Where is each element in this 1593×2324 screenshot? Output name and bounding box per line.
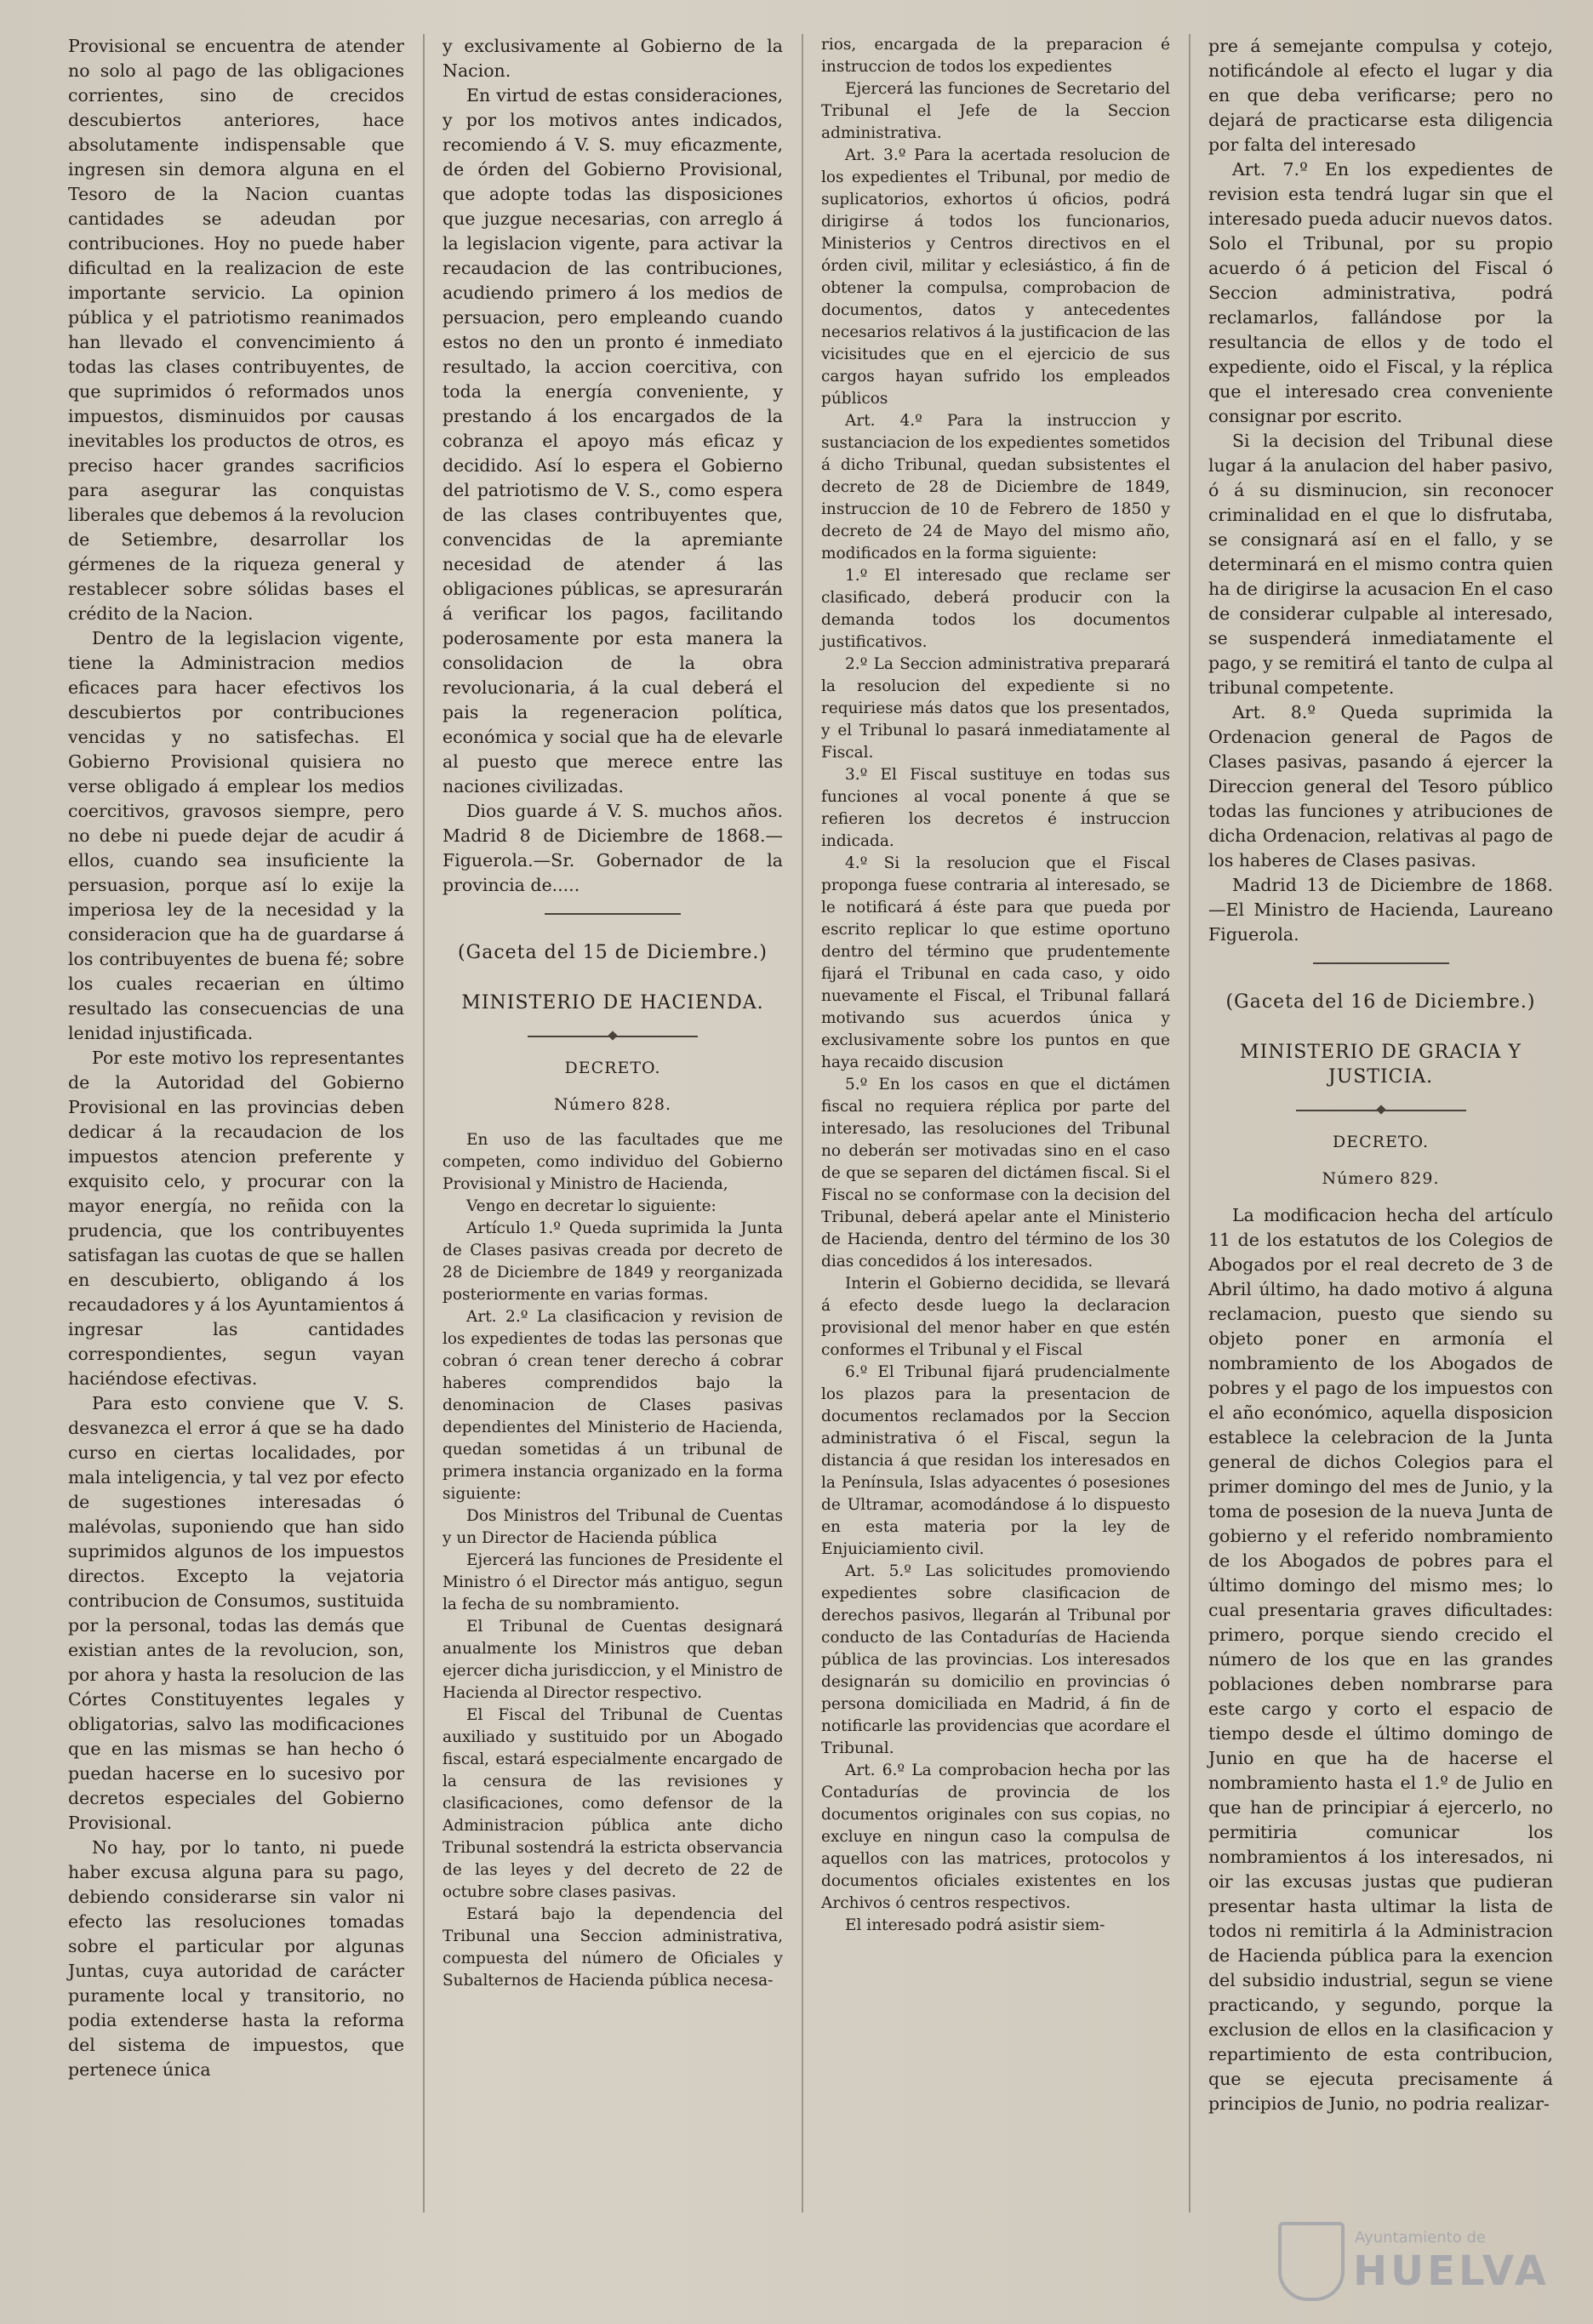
paragraph: Para esto conviene que V. S. desvanezca el error á que se ha dado curso en ciertas localidades, por mala inteligencia, y tal vez por efecto de sugestiones interesadas ó malévolas, suponiendo que han sido suprimidos algunos de los impuestos directos. Excepto la vejatoria contribucion de Consumos, sustituida por la personal, todas las demás que existian antes de la revolucion, son, por ahora y hasta la resolucion de las Córtes Constituyentes legales y obligatorias, salvo las modificaciones que en las mismas se han hecho ó puedan hacerse en lo sucesivo por decretos especiales del Gobierno Provisional. [68, 1393, 404, 1833]
decree-clause: 3.º El Fiscal sustituye en todas sus funciones al vocal ponente á que se refieren los decretos é instruccion indicada. [821, 766, 1170, 850]
column-3 [821, 34, 1170, 1937]
column-2 [442, 34, 783, 1992]
column-divider [1189, 34, 1190, 2213]
decree-clause: 1.º El interesado que reclame ser clasificado, deberá producir con la demanda todos los documentos justificativos. [821, 567, 1170, 651]
decree-clause: 6.º El Tribunal fijará prudencialmente los plazos para la presentacion de documentos reclamados por la Seccion administrativa ó el Fiscal, segun la distancia á que residan los interesados en la Península, Islas adyacentes ó posesiones de Ultramar, acomodándose á lo dispuesto en esta materia por la ley de Enjuiciamiento civil. [821, 1363, 1170, 1558]
decree-number: Número 829. [1322, 1169, 1440, 1188]
decree-article: Art. 7.º En los expedientes de revision esta tendrá lugar sin que el interesado pueda aducir nuevos datos. Solo el Tribunal, por su propio acuerdo ó á peticion del Fiscal ó Seccion administrativa, podrá reclamarlos, fallándose por la resultancia de ellos y de todo el expediente, oido el Fiscal, y la réplica que el interesado crea conveniente consignar por escrito. [1208, 159, 1553, 426]
column-4 [1208, 34, 1553, 2116]
paragraph: rios, encargada de la preparacion é instruccion de todos los expedientes [821, 36, 1170, 76]
decree-article: Art. 3.º Para la acertada resolucion de los expedientes el Tribunal, por medio de suplicatorios, exhortos ú oficios, podrá dirigirse á todos los funcionarios, Ministerios y Centros directivos en el órden civil, militar y eclesiástico, á fin de obtener la compulsa, comprobacion de documentos, datos y antecedentes necesarios relativos á la justificacion de las vicisitudes que en el ejercicio de sus cargos hayan sufrido los empleados públicos [821, 146, 1170, 408]
watermark-line1: Ayuntamiento de [1355, 2229, 1486, 2247]
decree-paragraph: En uso de las facultades que me competen, como individuo del Gobierno Provisional y Ministro de Hacienda, [442, 1131, 783, 1193]
signature-line: Madrid 13 de Diciembre de 1868. —El Ministro de Hacienda, Laureano Figuerola. [1208, 875, 1553, 945]
paragraph: Dios guarde á V. S. muchos años. Madrid 8 de Diciembre de 1868.—Figuerola.—Sr. Gobernador de la provincia de..... [442, 801, 783, 895]
paragraph: Interin el Gobierno decidida, se llevará á efecto desde luego la declaracion provisional del menor haber en que estén conformes el Tribunal y el Fiscal [821, 1275, 1170, 1359]
decree-article: Art. 5.º Las solicitudes promoviendo expedientes sobre clasificacion de derechos pasivos, llegarán al Tribunal por conducto de las Contadurías de Hacienda pública de las provincias. Los interesados designarán su domicilio en provincias ó persona domiciliada en Madrid, á fin de notificarle las providencias que acordare el Tribunal. [821, 1562, 1170, 1757]
decree-title: DECRETO. [1333, 1133, 1429, 1151]
coat-of-arms-icon [1278, 2222, 1345, 2301]
decree-clause: 5.º En los casos en que el dictámen fiscal no requiera réplica por parte del interesado, las resoluciones del Tribunal no deberán ser motivadas sino en el caso de que se separen del dictámen fiscal. Si el Fiscal no se conformase con la decision del Tribunal, deberá apelar ante el Ministerio de Hacienda, dentro del término de los 30 dias concedidos á los interesados. [821, 1076, 1170, 1270]
decree-paragraph: La modificacion hecha del artículo 11 de los estatutos de los Colegios de Abogados por el real decreto de 3 de Abril último, ha dado motivo á alguna reclamacion, puesto que siendo su objeto poner en armonía el nombramiento de los Abogados de pobres y el pago de los impuestos con el año económico, aquella disposicion establece la celebracion de la Junta general de dichos Colegios para el primer domingo del mes de Junio, y la toma de posesion de la nueva Junta de gobierno y el referido nombramiento de los Abogados de pobres para el último domingo del mismo mes; lo cual presentaria graves dificultades: primero, porque siendo crecido el número de los que en las grandes poblaciones deben nombrarse para este cargo y corto el espacio de tiempo desde el último domingo de Junio en que ha de hacerse el nombramiento hasta el 1.º de Julio en que han de principiar á ejercerlo, no permitiria comunicar los nombramientos á los interesados, ni oir las excusas justas que pudieran presentar hasta ultimar la lista de todos ni remitirla á la Administracion de Hacienda pública para la exencion del subsidio industrial, segun se viene practicando, y segundo, porque la exclusion de ellos en la clasificacion y repartimiento de esta contribucion, que se ejecuta precisamente á principios de Junio, no podria realizar- [1208, 1205, 1553, 2114]
decree-article: Artículo 1.º Queda suprimida la Junta de Clases pasivas creada por decreto de 28 de Diciembre de 1849 y reorganizada posteriormente en varias formas. [442, 1219, 783, 1304]
decree-paragraph: Ejercerá las funciones de Presidente el Ministro ó el Director más antiguo, segun la fecha de su nombramiento. [442, 1551, 783, 1613]
decree-paragraph: Dos Ministros del Tribunal de Cuentas y un Director de Hacienda pública [442, 1507, 783, 1547]
ornament-divider [1296, 1106, 1466, 1115]
ministry-heading: MINISTERIO DE HACIENDA. [461, 992, 764, 1014]
decree-article: Art. 8.º Queda suprimida la Ordenacion general de Pagos de Clases pasivas, pasando á ejercer la Direccion general del Tesoro público todas las funciones y atribuciones de dicha Ordenacion, relativas al pago de los haberes de Clases pasivas. [1208, 702, 1553, 871]
column-divider [802, 34, 803, 2213]
decree-title: DECRETO. [564, 1059, 661, 1077]
separator-rule [1313, 962, 1449, 964]
decree-paragraph: Estará bajo la dependencia del Tribunal una Seccion administrativa, compuesta del número de Oficiales y Subalternos de Hacienda pública necesa- [442, 1905, 783, 1990]
decree-clause: 2.º La Seccion administrativa preparará la resolucion del expediente si no requiriese más datos que los presentados, y el Tribunal lo pasará inmediatamente al Fiscal. [821, 655, 1170, 762]
paragraph: En virtud de estas consideraciones, y por los motivos antes indicados, recomiendo á V. S. muy eficazmente, de órden del Gobierno Provisional, que adopte todas las disposiciones que juzgue necesarias, con arreglo á la legislacion vigente, para activar la recaudacion de las contribuciones, acudiendo primero á los medios de persuacion, pero empleando cuando estos no den un pronto é inmediato resultado, la accion coercitiva, con toda la energía conveniente, y prestando á los encargados de la cobranza el apoyo más eficaz y decidido. Así lo espera el Gobierno del patriotismo de V. S., como espera de las clases contribuyentes que, convencidas de la apremiante necesidad de atender á las obligaciones públicas, se apresurarán á verificar los pagos, facilitando poderosamente por esta manera la consolidacion de la obra revolucionaria, á la cual deberá el pais la regeneracion política, económica y social que ha de elevarle al puesto que merece entre las naciones civilizadas. [442, 85, 783, 797]
decree-paragraph: El Tribunal de Cuentas designará anualmente los Ministros que deban ejercer dicha jurisdiccion, y el Ministro de Hacienda al Director respectivo. [442, 1618, 783, 1702]
paragraph: Por este motivo los representantes de la Autoridad del Gobierno Provisional en las provincias deben dedicar á la recaudacion de los impuestos atencion preferente y exquisito celo, y procurar con la mayor energía, no reñida con la prudencia, que los contribuyentes satisfagan las cuotas de que se hallen en descubierto, obligando á los recaudadores y á los Ayuntamientos á ingresar las cantidades correspondientes, segun vayan haciéndose efectivas. [68, 1048, 404, 1389]
paragraph: pre á semejante compulsa y cotejo, notificándole al efecto el lugar y dia en que deba verificarse; pero no dejará de practicarse esta diligencia por falta del interesado [1208, 36, 1553, 155]
separator-rule [545, 913, 681, 915]
gazette-date: (Gaceta del 16 de Diciembre.) [1225, 991, 1536, 1013]
paragraph: Provisional se encuentra de atender no solo al pago de las obligaciones corrientes, sino de crecidos descubiertos anteriores, hace absolutamente indispensable que ingresen sin demora alguna en el Tesoro de la Nacion cuantas cantidades se adeudan por contribuciones. Hoy no puede haber dificultad en la realizacion de este importante servicio. La opinion pública y el patriotismo reanimados han llevado el convencimiento á todas las clases contribuyentes, de que suprimidos ó reformados unos impuestos, disminuidos por causas inevitables los productos de otros, es preciso hacer grandes sacrificios para asegurar las conquistas liberales que debemos á la revolucion de Setiembre, desarrollar los gérmenes de la riqueza general y restablecer sobre sólidas bases el crédito de la Nacion. [68, 36, 404, 624]
decree-paragraph: El Fiscal del Tribunal de Cuentas auxiliado y sustituido por un Abogado fiscal, estará especialmente encargado de la censura de las revisiones y clasificaciones, como defensor de la Administracion pública ante dicho Tribunal sostendrá la estricta observancia de las leyes y del decreto de 22 de octubre sobre clases pasivas. [442, 1706, 783, 1901]
gazette-date: (Gaceta del 15 de Diciembre.) [458, 942, 768, 963]
paragraph: Ejercerá las funciones de Secretario del Tribunal el Jefe de la Seccion administrativa. [821, 80, 1170, 142]
decree-paragraph: Vengo en decretar lo siguiente: [466, 1197, 717, 1215]
decree-article: Art. 6.º La comprobacion hecha por las Contadurías de provincia de los documentos originales con sus copias, no excluye en ningun caso la compulsa de aquellos con las matrices, protocolos y documentos oficiales existentes en los Archivos ó centros respectivos. [821, 1762, 1170, 1912]
decree-article: Art. 4.º Para la instruccion y sustanciacion de los expedientes sometidos á dicho Tribunal, quedan subsistentes el decreto de 28 de Diciembre de 1849, instruccion de 10 de Febrero de 1850 y decreto de 24 de Mayo del mismo año, modificados en la forma siguiente: [821, 412, 1170, 562]
decree-article: Art. 2.º La clasificacion y revision de los expedientes de todas las personas que cobran ó crean tener derecho á cobrar haberes comprendidos bajo la denominacion de Clases pasivas dependientes del Ministerio de Hacienda, quedan sometidas á un tribunal de primera instancia organizado en la forma siguiente: [442, 1308, 783, 1503]
column-divider [423, 34, 425, 2213]
decree-number: Número 828. [554, 1095, 671, 1114]
column-1 [68, 34, 404, 2082]
paragraph: No hay, por lo tanto, ni puede haber excusa alguna para su pago, debiendo considerarse sin valor ni efecto las resoluciones tomadas sobre el particular por algunas Juntas, cuya autoridad de carácter puramente local y transitorio, no podia extenderse hasta la reforma del sistema de impuestos, que pertenece única [68, 1837, 404, 2080]
paragraph: Dentro de la legislacion vigente, tiene la Administracion medios eficaces para hacer efectivos los descubiertos por contribuciones vencidas y no satisfechas. El Gobierno Provisional quisiera no verse obligado á emplear los medios coercitivos, gravosos siempre, pero no debe ni puede dejar de acudir á ellos, cuando sea insuficiente la persuasion, porque así lo exije la imperiosa ley de la necesidad y la consideracion que ha de guardarse á los contribuyentes de buena fé; sobre los cuales recaerian en último resultado las consecuencias de una lenidad injustificada. [68, 628, 404, 1043]
paragraph: y exclusivamente al Gobierno de la Nacion. [442, 36, 783, 81]
archive-watermark [1278, 2222, 1559, 2298]
decree-clause: 4.º Si la resolucion que el Fiscal proponga fuese contraria al interesado, se le notificará á éste para que pueda por escrito replicar lo que estime oportuno dentro del término que prudentemente fijará el Tribunal en cada caso, y oido nuevamente el Fiscal, el Tribunal fallará motivando sus acuerdos única y exclusivamente sobre los puntos en que haya recaido discusion [821, 854, 1170, 1071]
paragraph: El interesado podrá asistir siem- [845, 1916, 1105, 1934]
ornament-divider [528, 1032, 698, 1041]
paragraph: Si la decision del Tribunal diese lugar á la anulacion del haber pasivo, ó á su disminucion, sin reconocer criminalidad en el que lo disfrutaba, se consignará así en el fallo, y se determinará en el mismo contra quien ha de dirigirse la acusacion En el caso de considerar culpable al interesado, se suspenderá inmediatamente el pago, y se remitirá el tanto de culpa al tribunal competente. [1208, 431, 1553, 698]
ministry-heading: MINISTERIO DE GRACIA Y JUSTICIA. [1240, 1042, 1522, 1088]
watermark-line2: HUELVA [1353, 2247, 1550, 2295]
